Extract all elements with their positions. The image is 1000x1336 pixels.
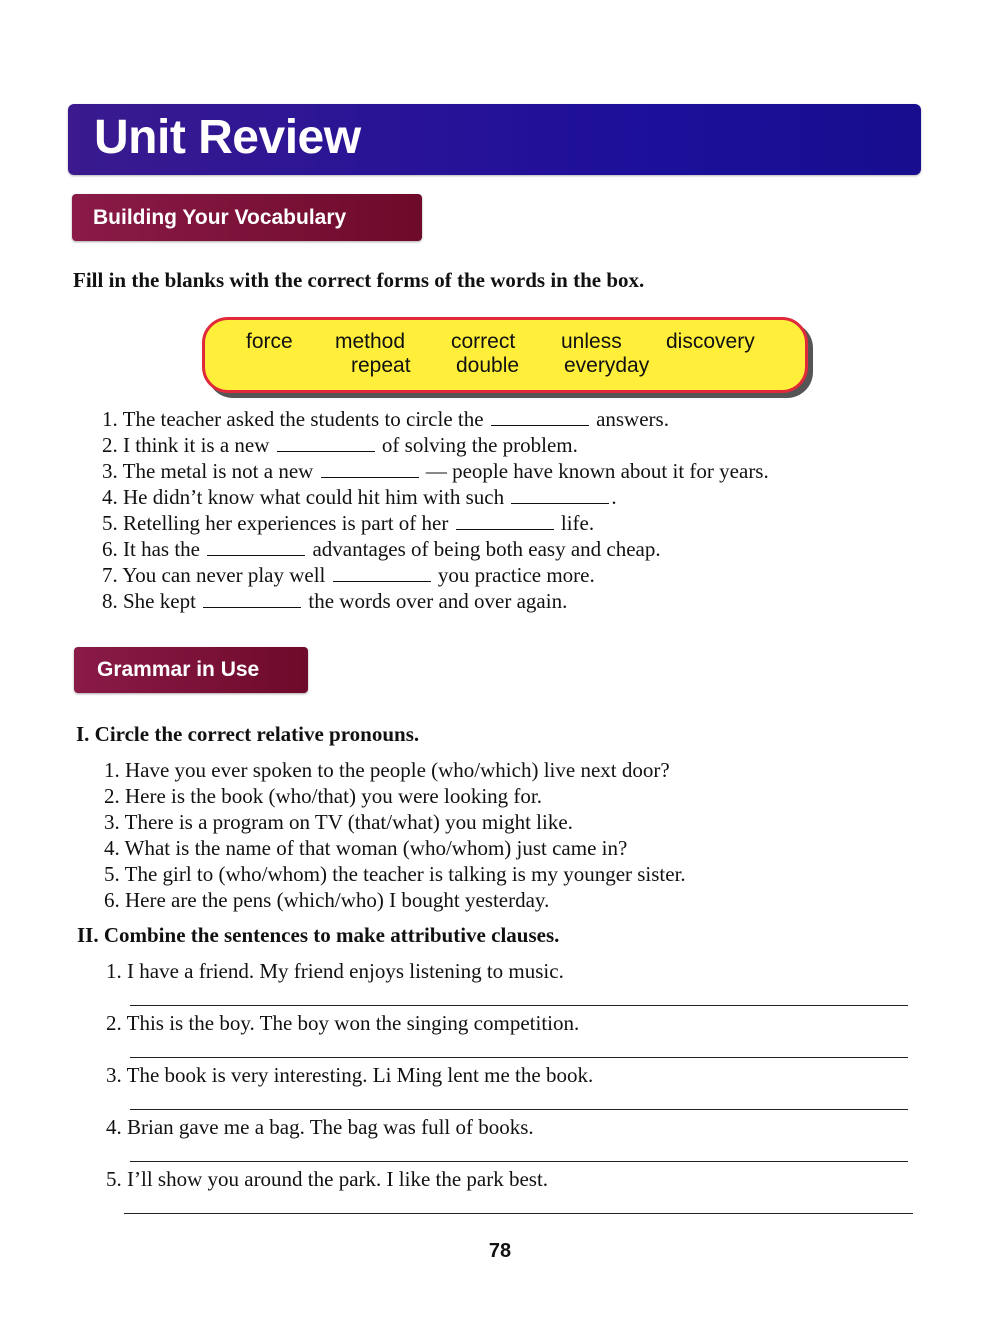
fill-blank[interactable] [207,539,305,556]
section-label-vocabulary: Building Your Vocabulary [72,194,422,241]
section-label-grammar: Grammar in Use [74,647,308,693]
item-text: — people have known about it for years. [425,459,769,483]
item-text: the words over and over again. [308,589,568,613]
vocabulary-instruction: Fill in the blanks with the correct forms of the words in the box. [73,268,645,292]
item-number: 1. [102,407,118,431]
combine-item: 1. I have a friend. My friend enjoys listening to music. [106,959,564,983]
answer-line[interactable] [130,1161,908,1162]
item-text: advantages of being both easy and cheap. [312,537,661,561]
vocabulary-item [102,459,769,484]
grammar-item: 5. The girl to (who/whom) the teacher is talking is my younger sister. [104,862,686,886]
vocabulary-item [102,511,594,536]
item-text: The teacher asked the students to circle the [122,407,484,431]
item-number: 3. [102,459,118,483]
fill-blank[interactable] [203,591,301,608]
vocabulary-item [102,485,617,510]
fill-blank[interactable] [277,435,375,452]
item-text: answers. [596,407,669,431]
vocabulary-item [102,563,595,588]
item-text: She kept [123,589,196,613]
combine-item: 4. Brian gave me a bag. The bag was full of books. [106,1115,534,1139]
grammar-part2-heading: II. Combine the sentences to make attributive clauses. [77,923,560,947]
fill-blank[interactable] [456,513,554,530]
item-number: 2. [102,433,118,457]
item-text: . [611,485,617,509]
vocabulary-item [102,433,578,458]
vocabulary-item [102,537,661,562]
word-box-item: force [246,330,293,353]
fill-blank[interactable] [511,487,609,504]
item-number: 7. [102,563,118,587]
item-number: 6. [102,537,118,561]
combine-item: 3. The book is very interesting. Li Ming lent me the book. [106,1063,594,1087]
fill-blank[interactable] [491,409,589,426]
answer-line[interactable] [130,1005,908,1006]
word-box-item: correct [451,330,516,353]
page-title: Unit Review [94,111,361,164]
grammar-item: 6. Here are the pens (which/who) I bought yesterday. [104,888,550,912]
item-number: 4. [102,485,118,509]
vocabulary-item [102,407,669,432]
word-box-item: double [456,354,520,377]
combine-item: 5. I’ll show you around the park. I like the park best. [106,1167,549,1191]
item-text: The metal is not a new [122,459,314,483]
answer-line[interactable] [130,1057,908,1058]
item-text: He didn’t know what could hit him with such [123,485,505,509]
grammar-part1-heading: I. Circle the correct relative pronouns. [76,722,420,746]
word-box-item: everyday [564,354,650,377]
fill-blank[interactable] [321,461,419,478]
word-box-item: discovery [666,330,755,353]
grammar-item: 4. What is the name of that woman (who/whom) just came in? [104,836,628,860]
item-number: 8. [102,589,118,613]
word-box-item: repeat [351,354,411,377]
item-text: life. [560,511,595,535]
item-text: You can never play well [122,563,326,587]
answer-line[interactable] [124,1213,913,1214]
item-text: of solving the problem. [381,433,578,457]
word-box-item: method [335,330,406,353]
grammar-item: 3. There is a program on TV (that/what) you might like. [104,810,573,834]
word-box-item: unless [561,330,622,353]
grammar-item: 2. Here is the book (who/that) you were looking for. [104,784,542,808]
grammar-item: 1. Have you ever spoken to the people (who/which) live next door? [104,758,670,782]
unit-review-banner [68,104,921,175]
item-text: Retelling her experiences is part of her [123,511,449,535]
vocabulary-item [102,589,567,614]
item-text: I think it is a new [123,433,270,457]
word-box [202,317,808,393]
fill-blank[interactable] [333,565,431,582]
answer-line[interactable] [130,1109,908,1110]
page-number: 78 [488,1240,512,1262]
item-text: you practice more. [437,563,595,587]
combine-item: 2. This is the boy. The boy won the singing competition. [106,1011,580,1035]
item-number: 5. [102,511,118,535]
item-text: It has the [123,537,200,561]
